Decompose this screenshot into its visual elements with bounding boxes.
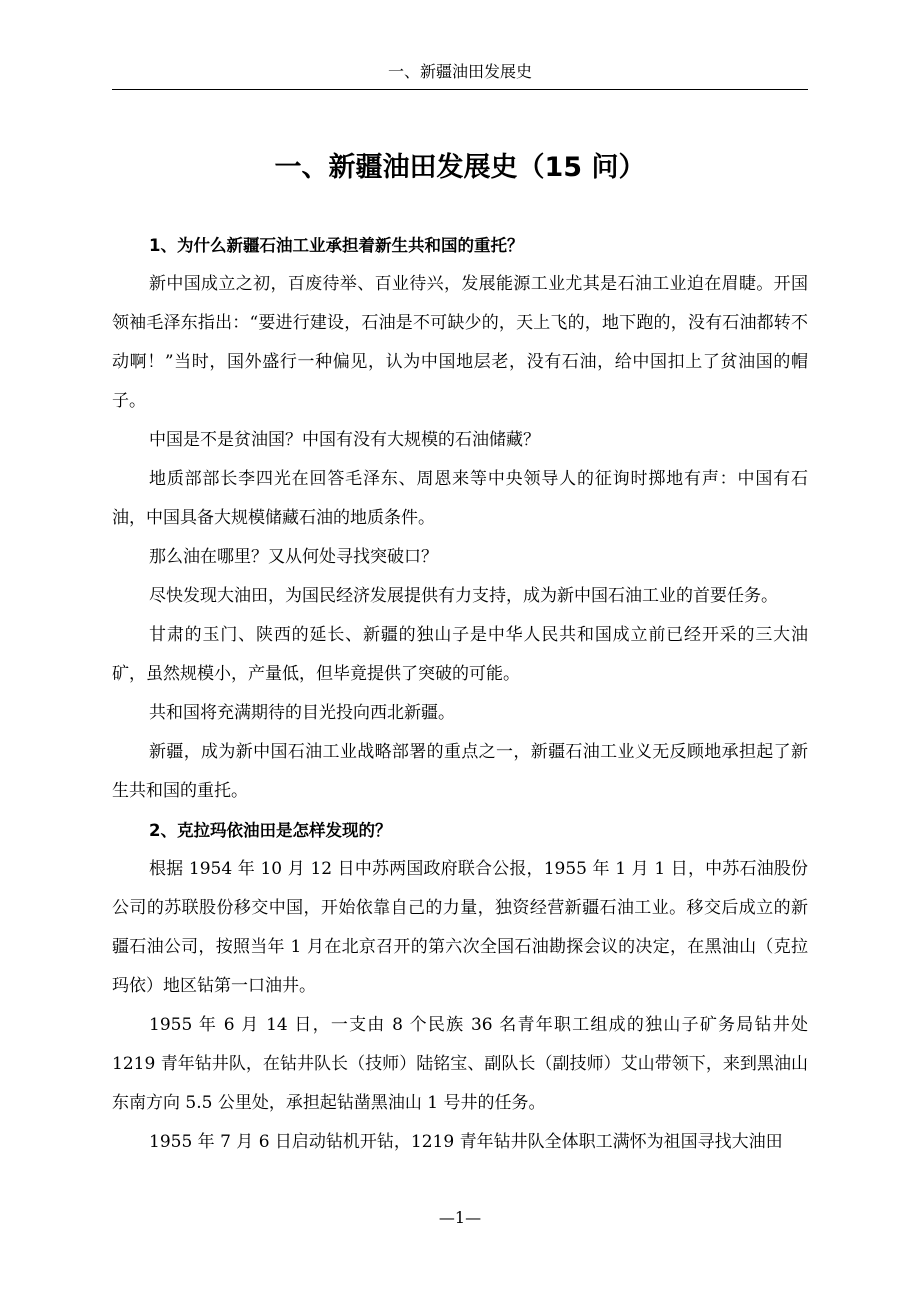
paragraph: 共和国将充满期待的目光投向西北新疆。 [149, 703, 455, 723]
paragraph: 甘肃的玉门、陕西的延长、新疆的独山子是中华人民共和国成立前已经开采的三大油矿，虽然规模小，产量低，但毕竟提供了突破的可能。 [112, 625, 808, 684]
paragraph: 尽快发现大油田，为国民经济发展提供有力支持，成为新中国石油工业的首要任务。 [149, 586, 778, 606]
running-header: 一、新疆油田发展史 [387, 62, 532, 81]
document-body [112, 226, 808, 1162]
paragraph: 新疆，成为新中国石油工业战略部署的重点之一，新疆石油工业义无反顾地承担起了新生共和国的重托。 [112, 742, 808, 801]
page-number: —1— [438, 1208, 482, 1227]
document-title: 一、新疆油田发展史（15 问） [274, 152, 646, 183]
paragraph: 中国是不是贫油国？中国有没有大规模的石油储藏？ [149, 430, 540, 450]
question-1-heading: 1、为什么新疆石油工业承担着新生共和国的重托？ [149, 236, 524, 255]
question-2-heading: 2、克拉玛依油田是怎样发现的？ [149, 821, 392, 840]
paragraph: 1955 年 7 月 6 日启动钻机开钻，1219 青年钻井队全体职工满怀为祖国寻找大油田 [149, 1132, 783, 1152]
paragraph: 根据 1954 年 10 月 12 日中苏两国政府联合公报，1955 年 1 月 1 日，中苏石油股份公司的苏联股份移交中国，开始依靠自己的力量，独资经营新疆石油工业。移交后成立的新疆石油公司，按照当年 1 月在北京召开的第六次全国石油勘探会议的决定，在黑油山（克拉玛依）地区钻第一口油井。 [112, 859, 808, 996]
paragraph: 那么油在哪里？又从何处寻找突破口？ [149, 547, 438, 567]
header-rule [112, 89, 808, 90]
paragraph: 1955 年 6 月 14 日，一支由 8 个民族 36 名青年职工组成的独山子矿务局钻井处 1219 青年钻井队，在钻井队长（技师）陆铭宝、副队长（副技师）艾山带领下，来到黑油山东南方向 5.5 公里处，承担起钻凿黑油山 1 号井的任务。 [112, 1015, 808, 1113]
paragraph: 地质部部长李四光在回答毛泽东、周恩来等中央领导人的征询时掷地有声：中国有石油，中国具备大规模储藏石油的地质条件。 [112, 469, 808, 528]
paragraph: 新中国成立之初，百废待举、百业待兴，发展能源工业尤其是石油工业迫在眉睫。开国领袖毛泽东指出：“要进行建设，石油是不可缺少的，天上飞的，地下跑的，没有石油都转不动啊！”当时，国外盛行一种偏见，认为中国地层老，没有石油，给中国扣上了贫油国的帽子。 [112, 274, 808, 411]
